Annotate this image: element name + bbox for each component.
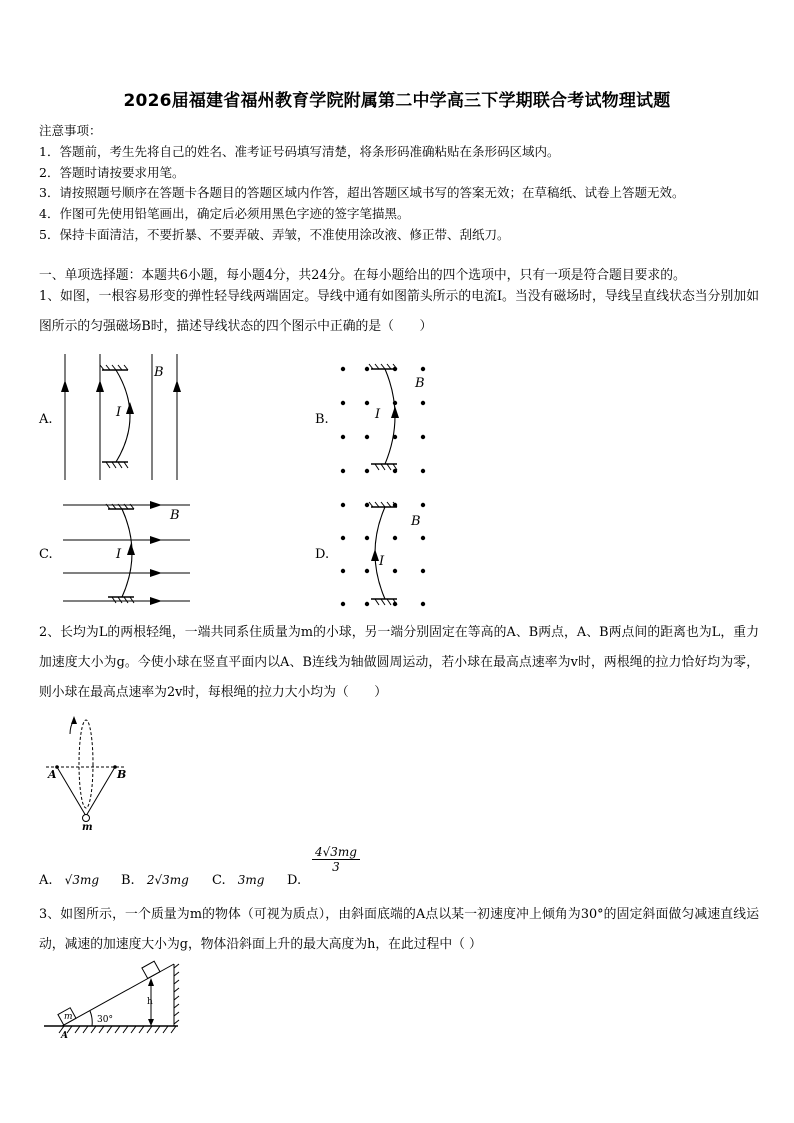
q2-option-b[interactable] [121, 873, 189, 888]
q1-figure-d [335, 495, 435, 615]
notice-item: 4．作图可先使用铅笔画出，确定后必须用黑色字迹的签字笔描黑。 [39, 206, 410, 221]
q1-figure-a [58, 352, 188, 482]
q2-option-b-letter: B. [121, 873, 135, 888]
q1a-current-label: I [116, 405, 122, 420]
q3-label-a: A [61, 1031, 68, 1041]
q1c-field-label: B [170, 508, 180, 523]
q1b-field-label: B [415, 376, 425, 391]
q2-figure [40, 712, 135, 832]
notice-item: 3．请按照题号顺序在答题卡各题目的答题区域内作答，超出答题区域书写的答案无效；在草稿纸、试卷上答题无效。 [39, 185, 685, 200]
q2-label-b: B [117, 768, 127, 781]
q1d-field-label: B [411, 514, 421, 529]
notice-item: 5．保持卡面清洁，不要折暴、不要弄破、弄皱，不准使用涂改液、修正带、刮纸刀。 [39, 227, 510, 242]
q2-option-a-value: √3mg [64, 873, 100, 887]
question-1-text: 1、如图，一根容易形变的弹性轻导线两端固定。导线中通有如图箭头所示的电流I。当没有磁场时，导线呈直线状态当分别加如图所示的匀强磁场B时，描述导线状态的四个图示中正确的是（ ） [39, 289, 759, 334]
q2-label-a: A [48, 768, 57, 781]
question-2-text: 2、长均为L的两根轻绳，一端共同系住质量为m的小球，另一端分别固定在等高的A、B两点，A、B两点间的距离也为L，重力加速度大小为g。今使小球在竖直平面内以A、B连线为轴做圆周运动，若小球在最高点速率为v时，两根绳的拉力恰好均为零，则小球在最高点速率为2v时，每根绳的拉力大小均为（ ） [39, 625, 759, 700]
page-title: 2026届福建省福州教育学院附属第二中学高三下学期联合考试物理试题 [123, 91, 671, 111]
q1d-current-label: I [379, 554, 385, 569]
q3-figure [40, 958, 190, 1043]
q2-option-d-letter: D. [287, 873, 302, 888]
q2-option-c-value: 3mg [237, 873, 265, 887]
q2-option-d-denominator: 3 [332, 860, 340, 874]
q2-option-b-value: 2√3mg [146, 873, 189, 887]
q1c-current-label: I [116, 547, 122, 562]
question-3-text: 3、如图所示，一个质量为m的物体（可视为质点），由斜面底端的A点以某一初速度冲上倾角为30°的固定斜面做匀减速直线运动，减速的加速度大小为g，物体沿斜面上升的最大高度为h，在此过程中（ ） [39, 907, 759, 952]
q2-option-c[interactable] [212, 873, 264, 888]
q1-option-c[interactable]: C. [39, 547, 53, 562]
q1-option-d[interactable]: D. [315, 547, 330, 562]
q2-option-d[interactable] [287, 873, 301, 888]
notice-item: 1．答题前，考生先将自己的姓名、准考证号码填写清楚，将条形码准确粘贴在条形码区域内。 [39, 144, 560, 159]
q3-label-h: h [147, 997, 153, 1007]
q2-option-a[interactable] [39, 873, 99, 888]
q1b-current-label: I [375, 407, 381, 422]
q1-option-b[interactable]: B. [315, 412, 329, 427]
q2-option-c-letter: C. [212, 873, 226, 888]
section-heading: 一、单项选择题：本题共6小题，每小题4分，共24分。在每小题给出的四个选项中，只有一项是符合题目要求的。 [39, 268, 686, 283]
q2-option-d-fraction [312, 845, 360, 874]
notice-heading: 注意事项： [39, 123, 102, 138]
q1-option-a[interactable]: A. [39, 412, 53, 427]
q3-label-m: m [64, 1012, 73, 1022]
q3-label-angle: 30° [97, 1015, 113, 1025]
notice-item: 2．答题时请按要求用笔。 [39, 165, 185, 180]
q1-figure-c [58, 495, 193, 610]
q2-option-d-numerator: 4√3mg [312, 845, 360, 860]
q1-figure-b [335, 360, 435, 480]
q1a-field-label: B [154, 365, 164, 380]
q2-label-m: m [82, 822, 93, 832]
q2-option-a-letter: A. [39, 873, 53, 888]
